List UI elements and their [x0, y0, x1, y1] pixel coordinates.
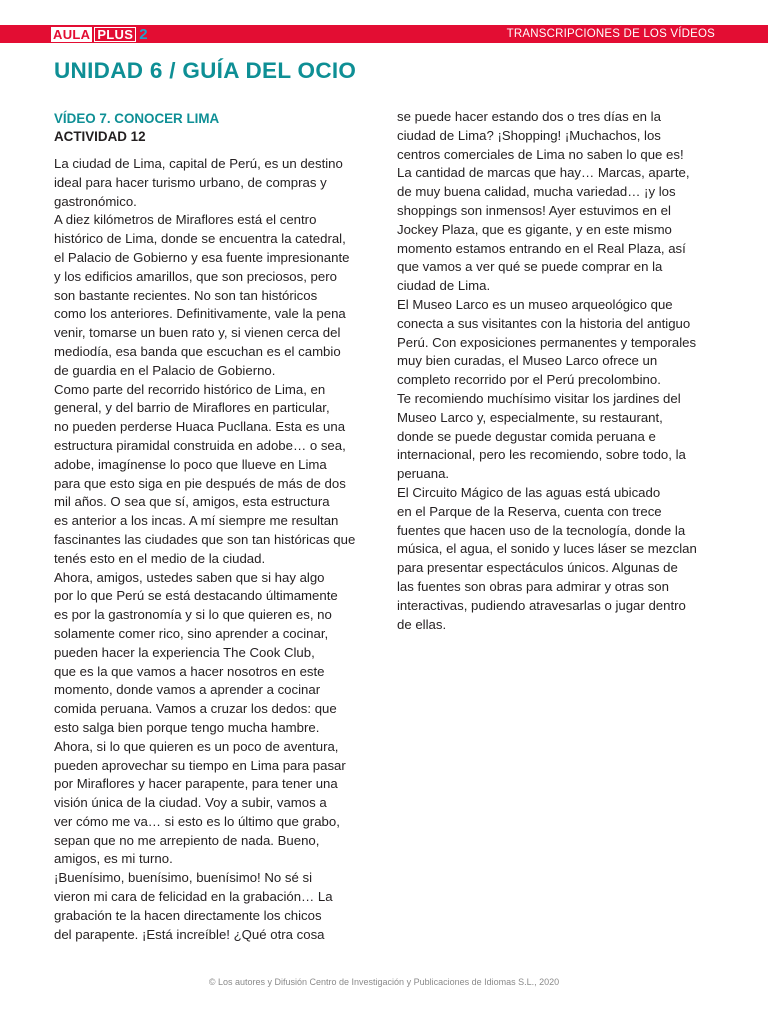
section-label: TRANSCRIPCIONES DE LOS VÍDEOS — [506, 28, 715, 40]
right-column — [397, 108, 717, 634]
paragraph: A diez kilómetros de Miraflores está el centro histórico de Lima, donde se encuentra la catedral, el Palacio de Gobierno y esa fuente impresionante y los edificios amarillos, que son preciosos, pero son bastante recientes. No son tan históricos como los anteriores. Definitivamente, vale la pena venir, tomarse un buen rato y, si vienen cerca del mediodía, esa banda que escuchan es el cambio de guardia en el Palacio de Gobierno. — [54, 212, 350, 378]
activity-title: ACTIVIDAD 12 — [54, 129, 146, 144]
paragraph: se puede hacer estando dos o tres días en la ciudad de Lima? ¡Shopping! ¡Muchachos, los centros comerciales de Lima no saben lo que es! La cantidad de marcas que hay… Marcas, aparte, de muy buena calidad, mucha variedad… ¡y los shoppings son inmensos! Ayer estuvimos en el Jockey Plaza, que es gigante, y en este mismo momento estamos entrando en el Real Plaza, así que vamos a ver qué se puede comprar en la ciudad de Lima. — [397, 109, 690, 294]
page-title: UNIDAD 6 / GUÍA DEL OCIO — [54, 58, 357, 83]
paragraph: ¡Buenísimo, buenísimo, buenísimo! No sé si vieron mi cara de felicidad en la grabación… La grabación te la hacen directamente los chicos del parapente. ¡Está increíble! ¿Qué otra cosa — [54, 870, 333, 942]
paragraph: El Museo Larco es un museo arqueológico que conecta a sus visitantes con la historia del antiguo Perú. Con exposiciones permanentes y temporales muy bien curadas, el Museo Larco ofrece un completo recorrido por el Perú precolombino. — [397, 296, 697, 388]
logo-plus-text: PLUS — [94, 27, 136, 42]
paragraph: El Circuito Mágico de las aguas está ubicado en el Parque de la Reserva, cuenta con trece fuentes que hacen uso de la tecnología, donde la música, el agua, el sonido y luces láser se mezclan para presentar espectáculos únicos. Algunas de las fuentes son obras para admirar y otras son interactivas, pudiendo atravesarlas o jugar dentro de ellas. — [397, 484, 697, 632]
paragraph: Te recomiendo muchísimo visitar los jardines del Museo Larco y, especialmente, su restaurant, donde se puede degustar comida peruana e internacional, pero les recomiendo, sobre todo, la peruana. — [397, 390, 686, 482]
copyright-footer: © Los autores y Difusión Centro de Investigación y Publicaciones de Idiomas S.L., 2020 — [208, 977, 560, 987]
paragraph: Ahora, si lo que quieren es un poco de aventura, pueden aprovechar su tiempo en Lima para pasar por Miraflores y hacer parapente, para tener una visión única de la ciudad. Voy a subir, vamos a ver cómo me va… si esto es lo último que grabo, sepan que no me arrepiento de nada. Bueno, amigos, es mi turno. — [54, 738, 346, 867]
paragraph: Como parte del recorrido histórico de Lima, en general, y del barrio de Miraflores en particular, no pueden perderse Huaca Pucllana. Esta es una estructura piramidal construida en adobe… o sea, adobe, imagínense lo poco que llueve en Lima para que esto siga en pie después de más de dos mil años. O sea que sí, amigos, esta estructura es anterior a los incas. A mí siempre me resultan fascinantes las ciudades que son tan históricas que tenés esto en el medio de la ciudad. — [54, 381, 356, 566]
logo-aula-text: AULA — [53, 26, 91, 42]
header-bar — [0, 25, 768, 43]
aula-plus-logo — [51, 26, 148, 42]
logo-level-number: 2 — [139, 25, 148, 43]
paragraph: La ciudad de Lima, capital de Perú, es un destino ideal para hacer turismo urbano, de compras y gastronómico. — [54, 156, 343, 209]
left-column — [54, 110, 374, 944]
video-title: VÍDEO 7. CONOCER LIMA — [54, 111, 220, 126]
paragraph: Ahora, amigos, ustedes saben que si hay algo por lo que Perú se está destacando últimamente es por la gastronomía y si lo que quieren es, no solamente comer rico, sino aprender a cocinar, pueden hacer la experiencia The Cook Club, que es la que vamos a hacer nosotros en este momento, donde vamos a aprender a cocinar comida peruana. Vamos a cruzar los dedos: que esto salga bien porque tengo mucha hambre. — [54, 569, 338, 735]
